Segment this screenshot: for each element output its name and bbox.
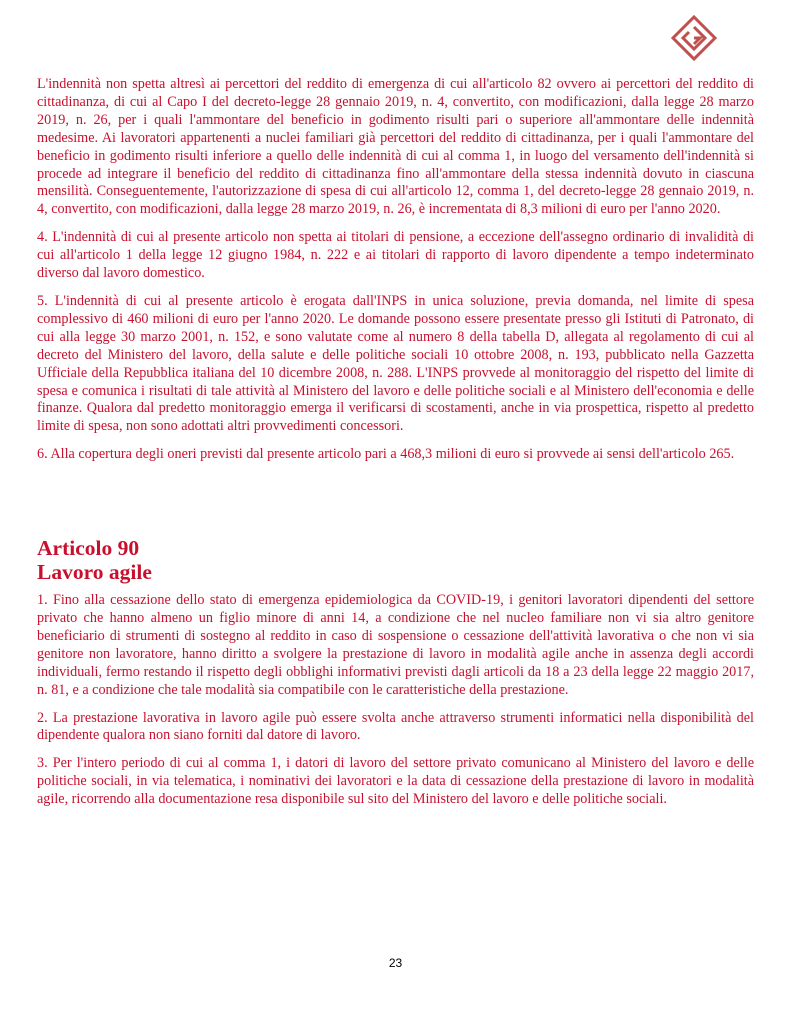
- article-title-heading: Lavoro agile: [37, 560, 152, 585]
- article-90-comma-3: 3. Per l'intero periodo di cui al comma 1, i datori di lavoro del settore privato comunicano al Ministero del lavoro e delle politiche sociali, in via telematica, i nominativi dei lavoratori e la data di cessazione della prestazione di lavoro in modalità agile, ricorrendo alla documentazione resa disponibile sul sito del Ministero del lavoro e delle politiche sociali.: [37, 755, 754, 808]
- paragraph-comma-4: 4. L'indennità di cui al presente articolo non spetta ai titolari di pensione, a eccezione dell'assegno ordinario di invalidità di cui all'articolo 1 della legge 12 giugno 1984, n. 222 e ai titolari di rapporto di lavoro dipendente a tempo indeterminato diverso dal lavoro domestico.: [37, 229, 754, 282]
- article-90-comma-2: 2. La prestazione lavorativa in lavoro agile può essere svolta anche attraverso strumenti informatici nella disponibilità del dipendente qualora non siano forniti dal datore di lavoro.: [37, 709, 754, 744]
- paragraph-reddito-cittadinanza: L'indennità non spetta altresì ai percettori del reddito di emergenza di cui all'articolo 82 ovvero ai percettori del reddito di cittadinanza, di cui al Capo I del decreto-legge 28 gennaio 2019, n. 4, convertito, con modificazioni, dalla legge 28 marzo 2019, n. 26, per i quali l'ammontare del beneficio in godimento risulti pari o superiore all'ammontare delle indennità medesime. Ai lavoratori appartenenti a nuclei familiari già percettori del reddito di cittadinanza, per i quali l'ammontare del beneficio in godimento risulti inferiore a quello delle indennità di cui al comma 1, in luogo del versamento dell'indennità si procede ad integrare il beneficio del reddito di cittadinanza fino all'ammontare della stessa indennità dovuto in ciascuna mensilità. Conseguentemente, l'autorizzazione di spesa di cui all'articolo 12, comma 1, del decreto-legge 28 gennaio 2019, n. 4, convertito, con modificazioni, dalla legge 28 marzo 2019, n. 26, è incrementata di 8,3 milioni di euro per l'anno 2020.: [37, 76, 754, 218]
- paragraph-comma-6: 6. Alla copertura degli oneri previsti dal presente articolo pari a 468,3 milioni di euro si provvede ai sensi dell'articolo 265.: [37, 446, 735, 463]
- article-number-heading: Articolo 90: [37, 536, 140, 561]
- diamond-logo-icon: [670, 14, 718, 64]
- article-90-comma-1: 1. Fino alla cessazione dello stato di emergenza epidemiologica da COVID-19, i genitori lavoratori dipendenti del settore privato che hanno almeno un figlio minore di anni 14, a condizione che nel nucleo familiare non vi sia altro genitore beneficiario di strumenti di sostegno al reddito in caso di sospensione o cessazione dell'attività lavorativa o che non vi sia genitore non lavoratore, hanno diritto a svolgere la prestazione di lavoro in modalità agile anche in assenza degli accordi individuali, fermo restando il rispetto degli obblighi informativi previsti dagli articoli da 18 a 23 della legge 22 maggio 2017, n. 81, e a condizione che tale modalità sia compatibile con le caratteristiche della prestazione.: [37, 592, 754, 698]
- paragraph-comma-5: 5. L'indennità di cui al presente articolo è erogata dall'INPS in unica soluzione, previa domanda, nel limite di spesa complessivo di 460 milioni di euro per l'anno 2020. Le domande possono essere presentate presso gli Istituti di Patronato, di cui alla legge 30 marzo 2001, n. 152, e sono valutate come al numero 8 della tabella D, allegata al regolamento di cui al decreto del Ministero del lavoro, della salute e delle politiche sociali 10 ottobre 2008, n. 193, pubblicato nella Gazzetta Ufficiale della Repubblica italiana del 10 dicembre 2008, n. 288. L'INPS provvede al monitoraggio del rispetto del limite di spesa e comunica i risultati di tale attività al Ministero del lavoro e delle politiche sociali e al Ministero dell'economia e delle finanze. Qualora dal predetto monitoraggio emerga il verificarsi di scostamenti, anche in via prospettica, rispetto al predetto limite di spesa, non sono adottati altri provvedimenti concessori.: [37, 292, 754, 435]
- page-number: 23: [388, 956, 403, 970]
- document-body: [37, 76, 754, 819]
